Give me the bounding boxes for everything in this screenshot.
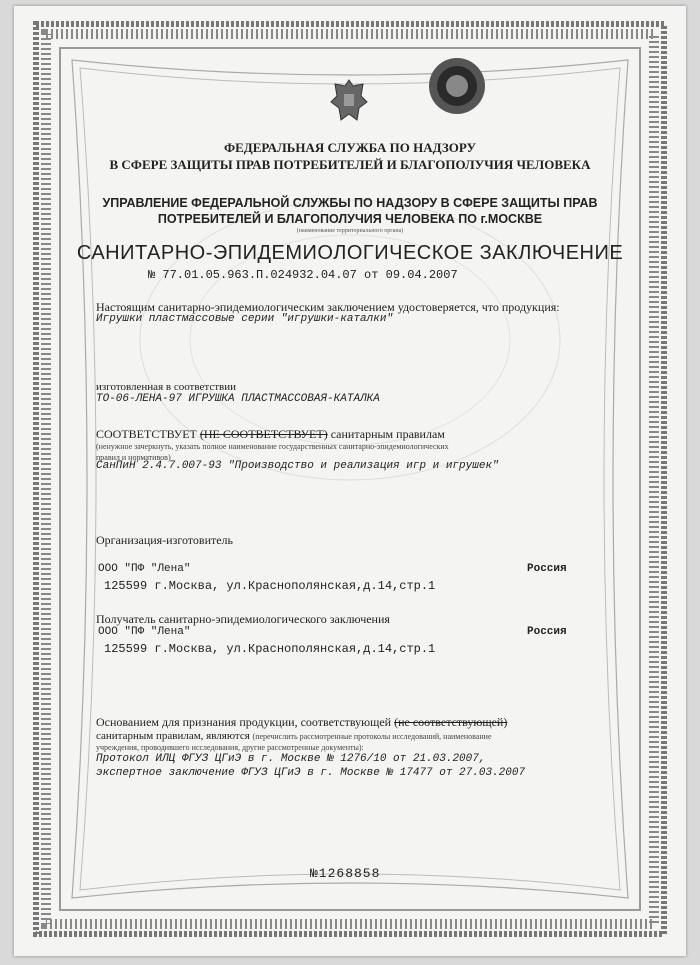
document-number: № 77.01.05.963.П.024932.04.07 от 09.04.2007: [148, 268, 458, 282]
expert-conclusion-reference: экспертное заключение ФГУЗ ЦГиЭ в г. Москве № 17477 от 27.03.2007: [96, 767, 526, 779]
agency-name-line2: В СФЕРЕ ЗАЩИТЫ ПРАВ ПОТРЕБИТЕЛЕЙ И БЛАГОПОЛУЧИЯ ЧЕЛОВЕКА: [109, 157, 591, 172]
intro-statement: Настоящим санитарно-эпидемиологическим заключением удостоверяется, что продукция:: [96, 300, 560, 314]
form-serial-number: №1268858: [310, 866, 381, 881]
manufacturer-country: Россия: [527, 563, 567, 575]
sanpin-reference: СанПиН 2.4.7.007-93 "Производство и реализация игр и игрушек": [96, 460, 499, 472]
protocol-reference: Протокол ИЛЦ ФГУЗ ЦГиЭ в г. Москве № 1276/10 от 21.03.2007,: [96, 753, 486, 765]
manufacturing-standard: ТО-06-ЛЕНА-97 ИГРУШКА ПЛАСТМАССОВАЯ-КАТАЛКА: [96, 393, 380, 405]
basis-hint1: (перечислить рассмотренные протоколы исследований, наименование: [252, 732, 492, 741]
compliance-hint-line2: правил и нормативов): [96, 453, 171, 462]
product-name: Игрушки пластмассовые серии "игрушки-каталки": [96, 313, 394, 325]
basis-text: Основанием для признания продукции, соответствующей: [96, 715, 392, 729]
department-line2: ПОТРЕБИТЕЛЕЙ И БЛАГОПОЛУЧИЯ ЧЕЛОВЕКА ПО г.МОСКВЕ: [157, 212, 543, 226]
department-caption: (наименование территориального органа): [296, 228, 404, 234]
coat-of-arms-emblem: [329, 76, 369, 124]
basis-not-complies: (не соответствующей): [394, 715, 508, 729]
recipient-name: ООО "ПФ "Лена": [98, 626, 191, 638]
manufactured-label: изготовленная в соответствии: [96, 381, 236, 393]
compliance-hint-line1: (ненужное зачеркнуть, указать полное наименование государственных санитарно-эпидемиологических: [96, 442, 449, 451]
agency-name-line1: ФЕДЕРАЛЬНАЯ СЛУЖБА ПО НАДЗОРУ: [223, 140, 477, 155]
recipient-label: Получатель санитарно-эпидемиологического заключения: [96, 612, 390, 626]
compliance-line: [96, 427, 445, 442]
basis-line1: [96, 715, 507, 730]
manufacturer-name: ООО "ПФ "Лена": [98, 563, 191, 575]
compliance-rules: санитарным правилам: [330, 427, 445, 441]
basis-hint2: учреждения, проводившего исследования, другие рассмотренные документы):: [96, 743, 364, 752]
manufacturer-address: 125599 г.Москва, ул.Краснополянская,д.14,стр.1: [104, 579, 436, 593]
hologram-stamp: [427, 56, 487, 116]
basis-line2: [96, 730, 492, 742]
document-title: САНИТАРНО-ЭПИДЕМИОЛОГИЧЕСКОЕ ЗАКЛЮЧЕНИЕ: [76, 242, 624, 264]
basis-rules: санитарным правилам, являются: [96, 730, 250, 742]
compliance-complies: СООТВЕТСТВУЕТ: [96, 427, 197, 441]
recipient-country: Россия: [527, 626, 567, 638]
manufacturer-label: Организация-изготовитель: [96, 533, 234, 547]
recipient-address: 125599 г.Москва, ул.Краснополянская,д.14,стр.1: [104, 642, 436, 656]
certificate-page: [14, 6, 686, 956]
department-line1: УПРАВЛЕНИЕ ФЕДЕРАЛЬНОЙ СЛУЖБЫ ПО НАДЗОРУ В СФЕРЕ ЗАЩИТЫ ПРАВ: [102, 196, 598, 210]
compliance-not-complies: (НЕ СООТВЕТСТВУЕТ): [199, 427, 328, 441]
